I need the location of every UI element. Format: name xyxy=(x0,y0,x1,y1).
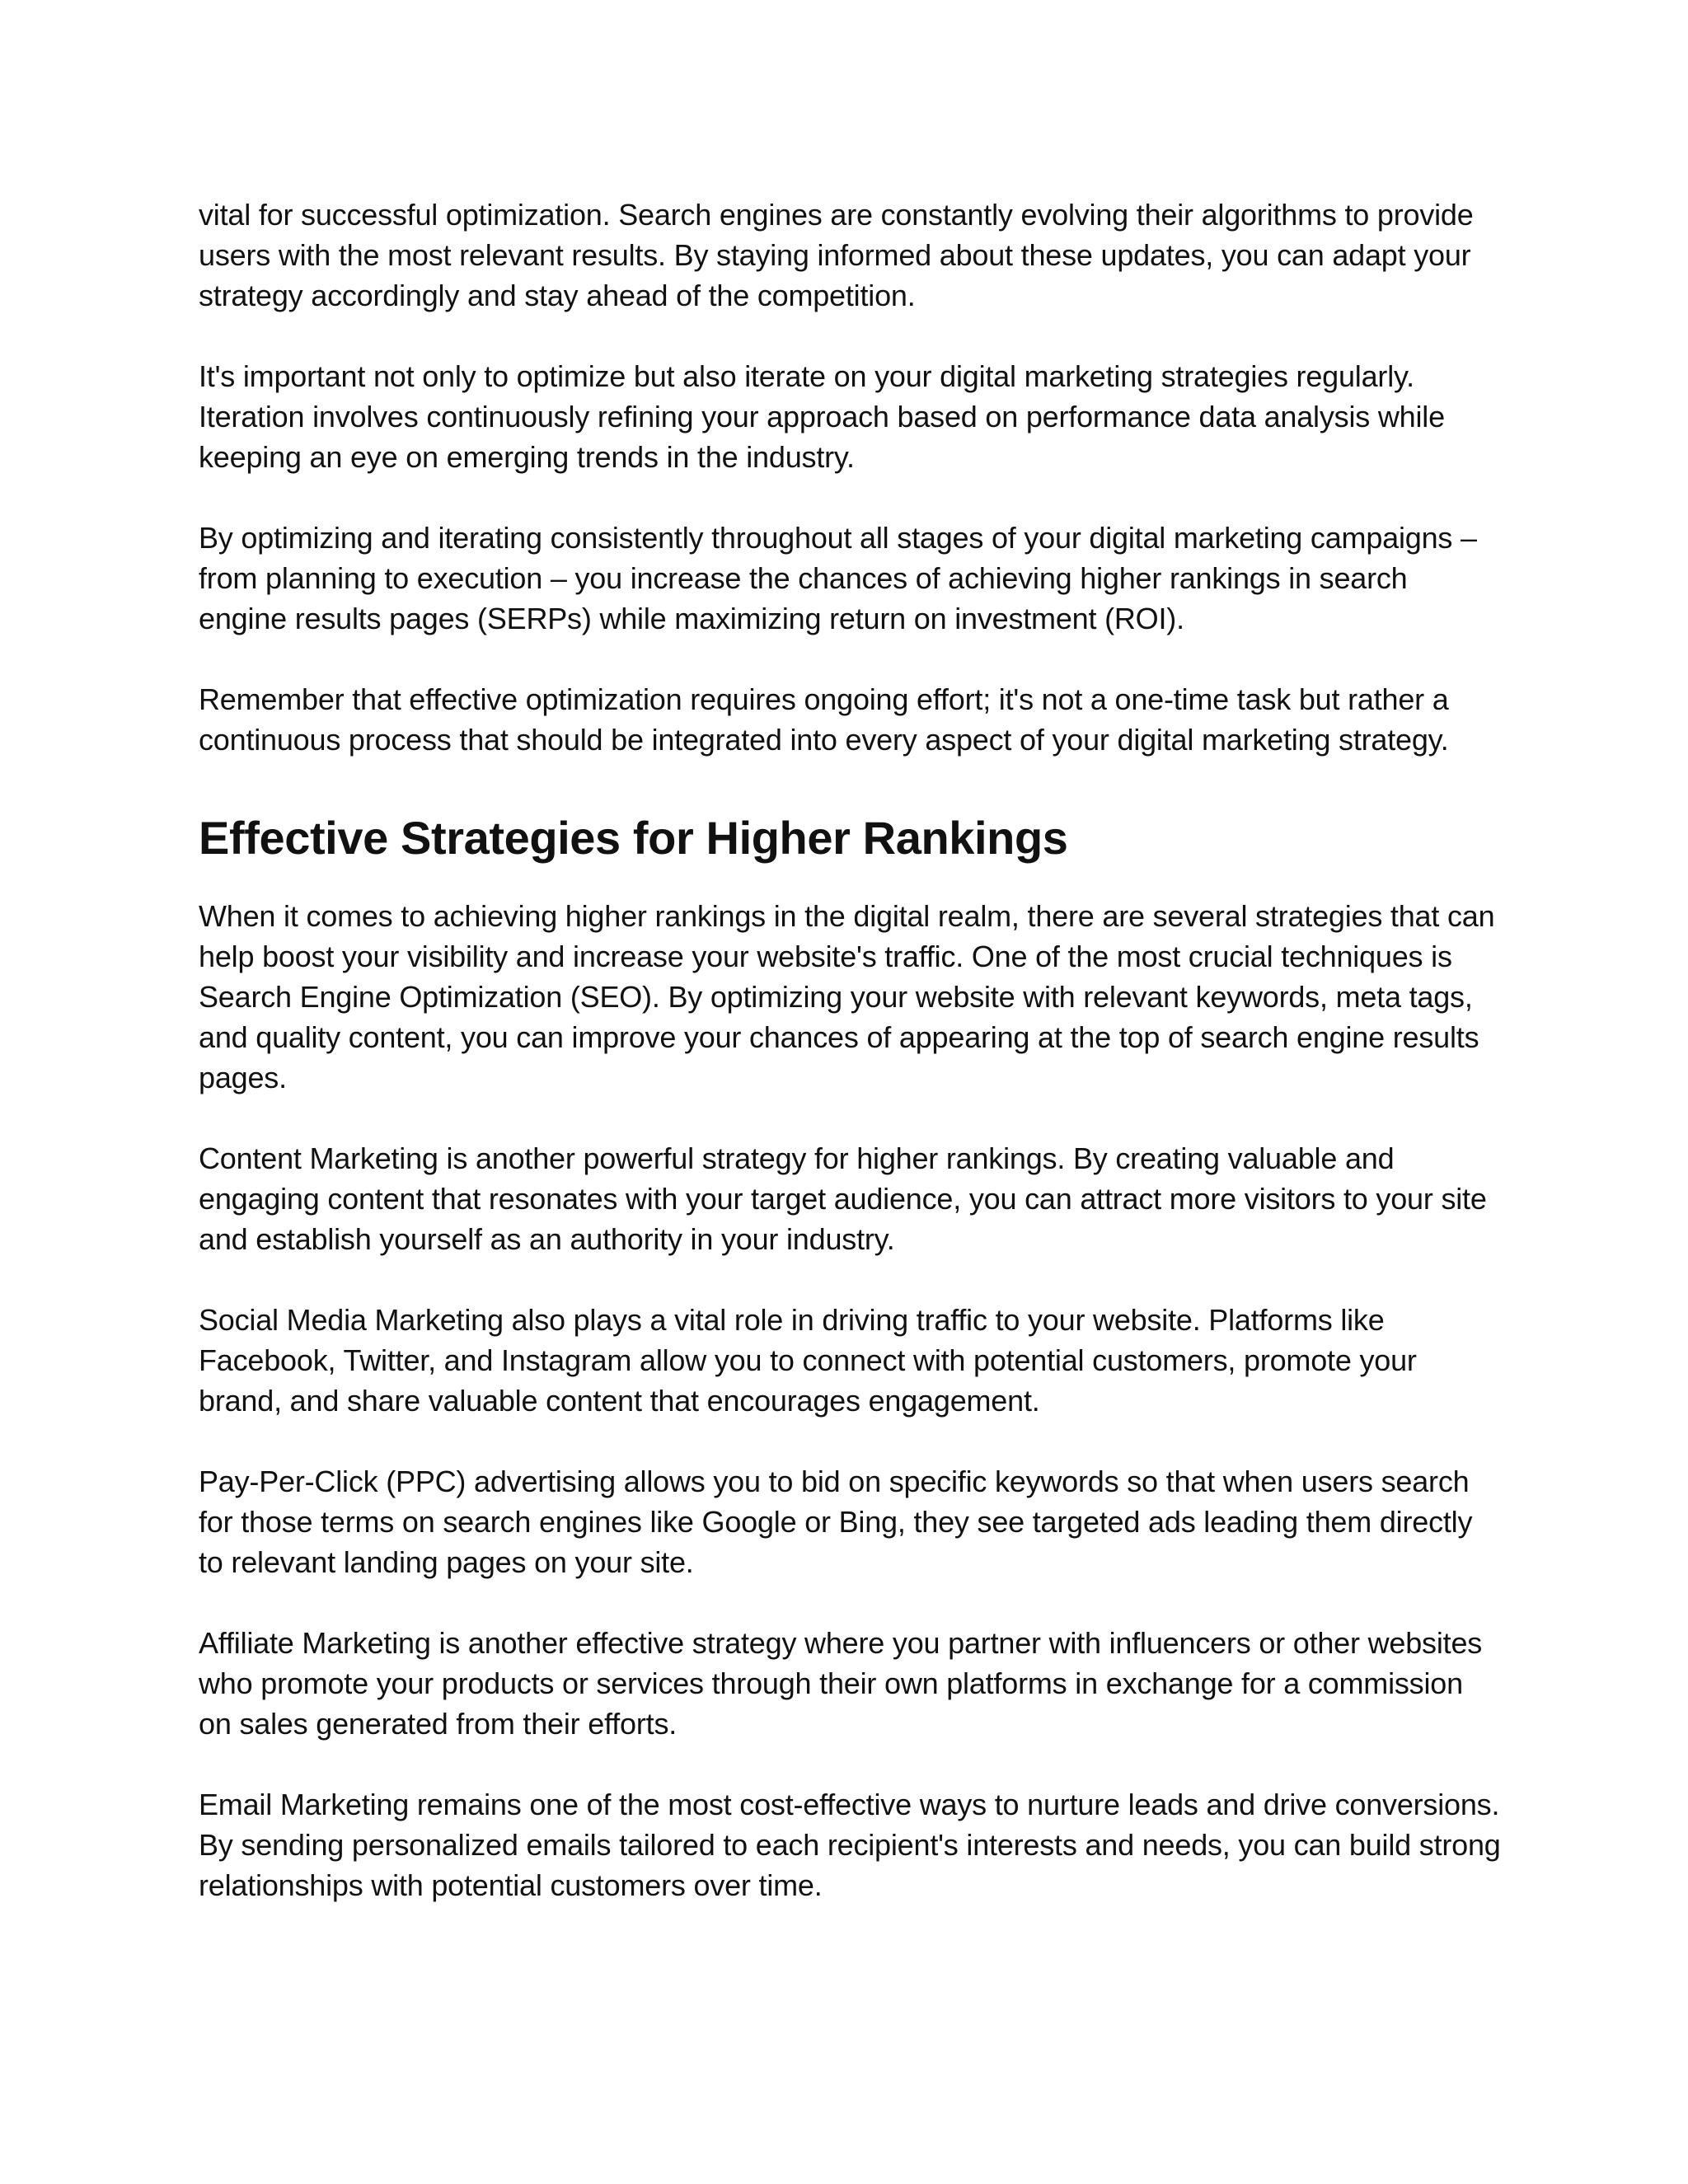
section-heading: Effective Strategies for Higher Rankings xyxy=(199,812,1068,864)
section-paragraph-ppc: Pay-Per-Click (PPC) advertising allows you to bid on specific keywords so that when users search for those terms on search engines like Google or Bing, they see targeted ads leading them directly to relevant landing pages on your site. xyxy=(199,1465,1473,1579)
section-paragraph-email: Email Marketing remains one of the most cost-effective ways to nurture leads and drive conversions. By sending personalized emails tailored to each recipient's interests and needs, you can build strong relationships with potential customers over time. xyxy=(199,1788,1501,1902)
intro-paragraph-4: Remember that effective optimization requires ongoing effort; it's not a one-time task but rather a continuous process that should be integrated into every aspect of your digital marketing strategy. xyxy=(199,682,1449,757)
section-paragraph-social-media: Social Media Marketing also plays a vital role in driving traffic to your website. Platforms like Facebook, Twitter, and Instagram allow you to connect with potential customers, promote your brand, and share valuable content that encourages engagement. xyxy=(199,1303,1417,1418)
section-paragraph-affiliate: Affiliate Marketing is another effective strategy where you partner with influencers or other websites who promote your products or services through their own platforms in exchange for a commission on sales generated from their efforts. xyxy=(199,1626,1483,1741)
section-paragraph-content-marketing: Content Marketing is another powerful strategy for higher rankings. By creating valuable and engaging content that resonates with your target audience, you can attract more visitors to your site and establish yourself as an authority in your industry. xyxy=(199,1141,1487,1256)
intro-paragraph-2: It's important not only to optimize but also iterate on your digital marketing strategies regularly. Iteration involves continuously refining your approach based on performance data analysis while keeping an eye on emerging trends in the industry. xyxy=(199,359,1445,474)
intro-paragraph-1: vital for successful optimization. Search engines are constantly evolving their algorithms to provide users with the most relevant results. By staying informed about these updates, you can adapt your strategy accordingly and stay ahead of the competition. xyxy=(199,198,1474,312)
section-paragraph-seo: When it comes to achieving higher rankings in the digital realm, there are several strategies that can help boost your visibility and increase your website's traffic. One of the most crucial techniques is Search Engine Optimization (SEO). By optimizing your website with relevant keywords, meta tags, and quality content, you can improve your chances of appearing at the top of search engine results pages. xyxy=(199,899,1495,1094)
document-page xyxy=(199,194,1501,1946)
intro-paragraph-3: By optimizing and iterating consistently throughout all stages of your digital marketing campaigns – from planning to execution – you increase the chances of achieving higher rankings in search engine results pages (SERPs) while maximizing return on investment (ROI). xyxy=(199,521,1477,635)
